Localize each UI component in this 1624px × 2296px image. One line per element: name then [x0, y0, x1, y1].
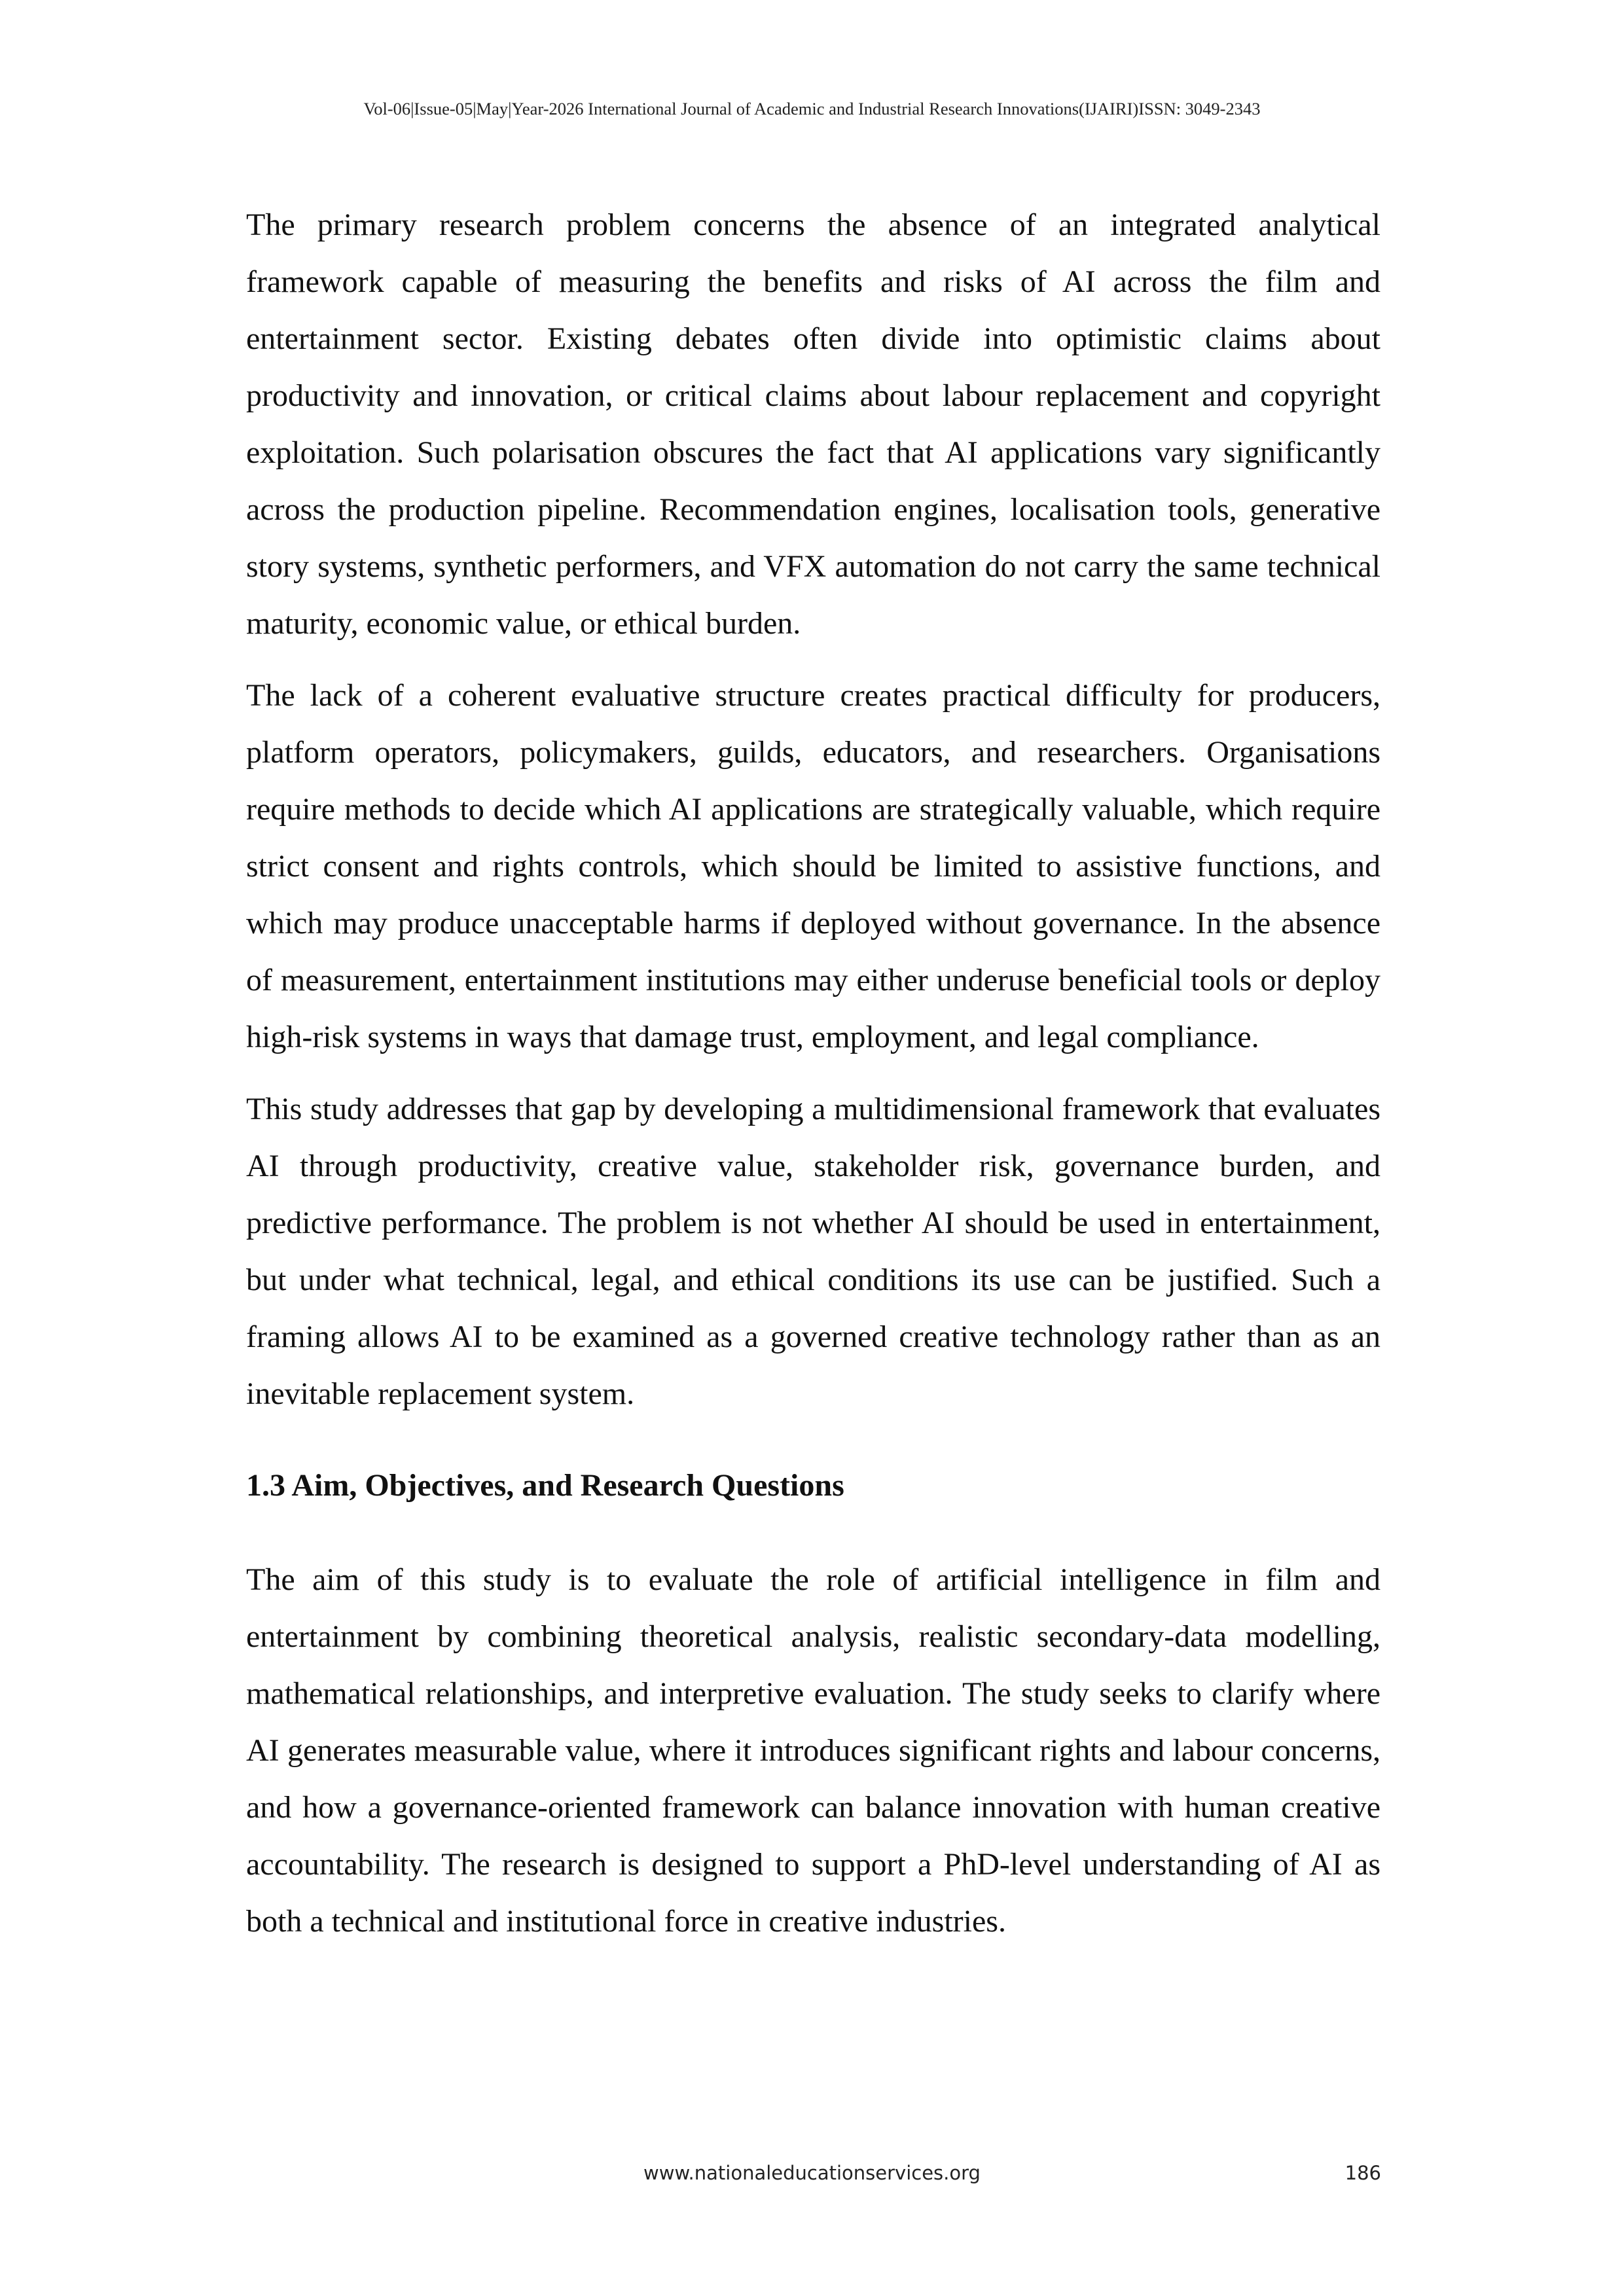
paragraph-research-problem: The primary research problem concerns the absence of an integrated analytical framework capable of measuring the benefits and risks of AI across the film and entertainment sector. Existing debates often divide into optimistic claims about productivity and innovation, or critical claims about labour replacement and copyright exploitation. Such polarisation obscures the fact that AI applications vary significantly across the production pipeline. Recommendation engines, localisation tools, generative story systems, synthetic performers, and VFX automation do not carry the same technical maturity, economic value, or ethical burden. [246, 207, 1380, 641]
paragraph-aim: The aim of this study is to evaluate the role of artificial intelligence in film and entertainment by combining theoretical analysis, realistic secondary-data modelling, mathematical relationships, and interpretive evaluation. The study seeks to clarify where AI generates measurable value, where it introduces significant rights and labour concerns, and how a governance-oriented framework can balance innovation with human creative accountability. The research is designed to support a PhD-level understanding of AI as both a technical and institutional force in creative industries. [246, 1562, 1380, 1939]
paragraph-study-gap: This study addresses that gap by developing a multidimensional framework that evaluates AI through productivity, creative value, stakeholder risk, governance burden, and predictive performance. The problem is not whether AI should be used in entertainment, but under what technical, legal, and ethical conditions its use can be justified. Such a framing allows AI to be examined as a governed creative technology rather than as an inevitable replacement system. [246, 1092, 1380, 1411]
page-body [246, 196, 1380, 1965]
paragraph-evaluative-structure: The lack of a coherent evaluative structure creates practical difficulty for producers, platform operators, policymakers, guilds, educators, and researchers. Organisations require methods to decide which AI applications are strategically valuable, which require strict consent and rights controls, which should be limited to assistive functions, and which may produce unacceptable harms if deployed without governance. In the absence of measurement, entertainment institutions may either underuse beneficial tools or deploy high-risk systems in ways that damage trust, employment, and legal compliance. [246, 678, 1380, 1054]
section-heading: 1.3 Aim, Objectives, and Research Questions [246, 1468, 844, 1503]
running-header: Vol-06|Issue-05|May|Year-2026 International Journal of Academic and Industrial Research Innovations(IJAIRI)ISSN: 3049-2343 [363, 99, 1261, 118]
footer-url: www.nationaleducationservices.org [643, 2162, 981, 2184]
page-number: 186 [1344, 2162, 1381, 2184]
